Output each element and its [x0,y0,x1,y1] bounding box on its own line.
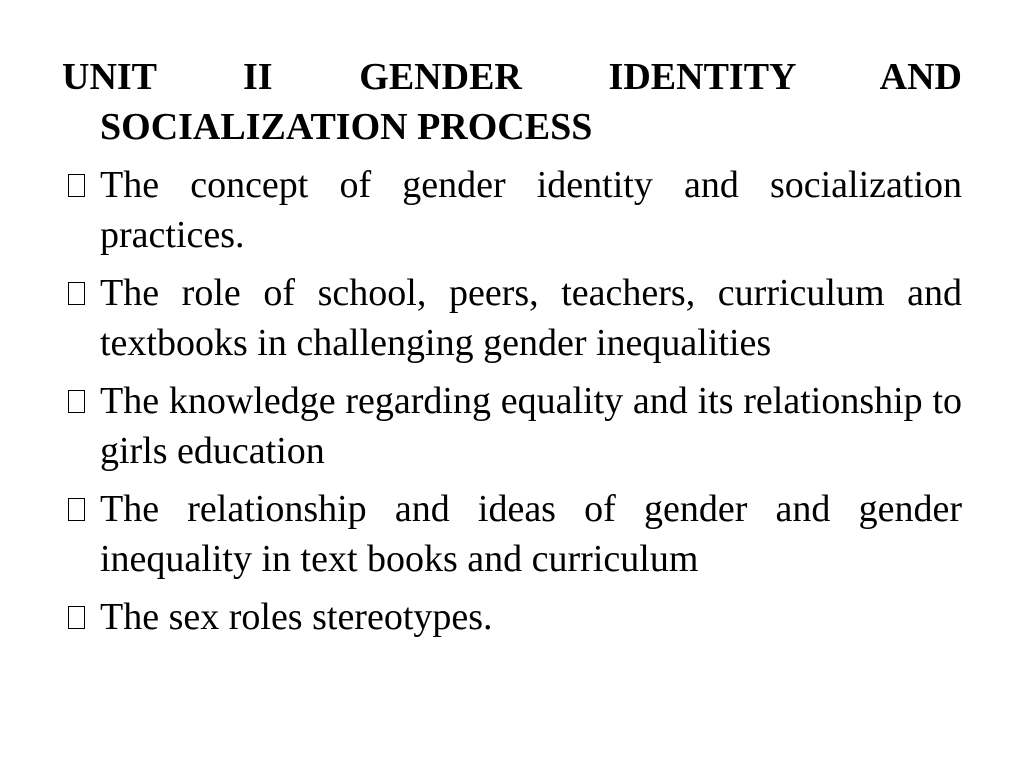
square-bullet-icon [68,498,85,521]
list-item [62,376,962,476]
bullet-text: The knowledge regarding equality and its relationship to girls education [100,380,962,472]
list-item [62,592,962,642]
slide-content [62,52,962,642]
slide-heading: UNIT II GENDER IDENTITY AND SOCIALIZATION PROCESS [62,56,962,148]
bullet-text: The role of school, peers, teachers, curriculum and textbooks in challenging gender inequalities [100,272,962,364]
bullet-text: The concept of gender identity and socialization practices. [100,164,962,256]
bullet-text: The sex roles stereotypes. [100,596,493,638]
list-item [62,160,962,260]
square-bullet-icon [68,606,85,629]
square-bullet-icon [68,174,85,197]
square-bullet-icon [68,390,85,413]
bullet-text: The relationship and ideas of gender and gender inequality in text books and curriculum [100,488,962,580]
list-item [62,268,962,368]
square-bullet-icon [68,282,85,305]
bullet-list [62,160,962,642]
list-item [62,484,962,584]
